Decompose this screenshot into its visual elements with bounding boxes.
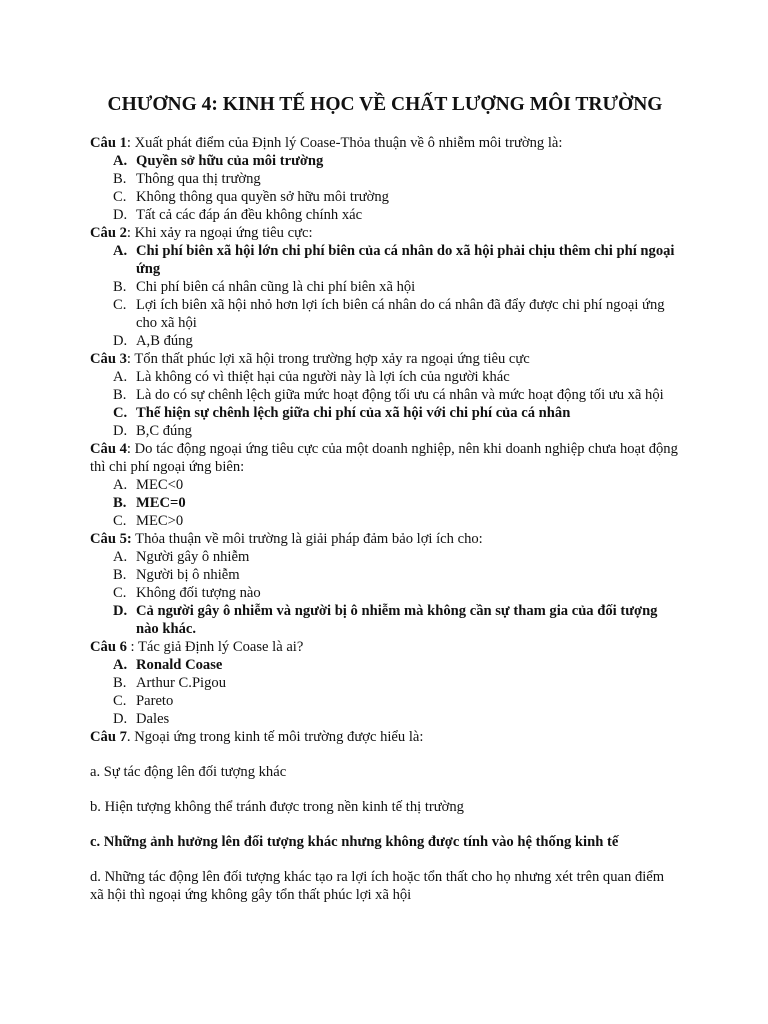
- option-letter: C.: [113, 585, 127, 601]
- option-text: Không đối tượng nào: [136, 585, 261, 601]
- answer-option: [90, 170, 680, 188]
- answer-option: [90, 476, 680, 494]
- question-1: [90, 134, 680, 152]
- question-text: Khi xảy ra ngoại ứng tiêu cực:: [134, 225, 313, 241]
- option-letter: C.: [113, 189, 127, 205]
- answer-options: [90, 368, 680, 440]
- option-letter: C.: [113, 513, 127, 529]
- question-2: [90, 224, 680, 242]
- question-text: Tác giả Định lý Coase là ai?: [138, 639, 304, 655]
- option-letter: D.: [113, 207, 128, 223]
- question-label: Câu 6: [90, 639, 127, 655]
- question-text: Tổn thất phúc lợi xã hội trong trường hợp xảy ra ngoại ứng tiêu cực: [134, 351, 530, 367]
- option-letter: B.: [113, 279, 127, 295]
- option-text: Là không có vì thiệt hại của người này là lợi ích của người khác: [136, 369, 510, 385]
- option-letter: C.: [113, 693, 127, 709]
- answer-paragraph-correct: c. Những ảnh hưởng lên đối tượng khác nhưng không được tính vào hệ thống kinh tế: [90, 834, 619, 850]
- question-6: [90, 638, 680, 656]
- answer-option-correct: [90, 602, 680, 638]
- option-text: Chi phí biên cá nhân cũng là chi phí biên xã hội: [136, 279, 416, 295]
- question-separator: :: [126, 639, 138, 655]
- answer-paragraph: d. Những tác động lên đối tượng khác tạo ra lợi ích hoặc tổn thất cho họ nhưng xét trên quan điểm xã hội thì ngoại ứng không gây tổn thất phúc lợi xã hội: [90, 869, 665, 903]
- answer-options: [90, 548, 680, 638]
- option-text: MEC>0: [136, 513, 184, 529]
- question-label: Câu 3: [90, 351, 127, 367]
- option-text: Tất cả các đáp án đều không chính xác: [136, 207, 363, 223]
- option-text: Ronald Coase: [136, 657, 223, 673]
- question-separator: :: [126, 225, 135, 241]
- answer-option: [90, 296, 680, 332]
- option-letter: D.: [113, 423, 128, 439]
- option-text: MEC=0: [136, 495, 186, 511]
- option-text: B,C đúng: [136, 423, 192, 439]
- option-text: Pareto: [136, 693, 174, 709]
- answer-paragraph: a. Sự tác động lên đối tượng khác: [90, 764, 287, 780]
- option-letter: C.: [113, 297, 127, 313]
- answer-option: [90, 692, 680, 710]
- option-text: A,B đúng: [136, 333, 193, 349]
- option-letter: D.: [113, 711, 128, 727]
- answer-option: [90, 674, 680, 692]
- option-letter: B.: [113, 495, 127, 511]
- answer-option: [90, 548, 680, 566]
- question-list: [90, 134, 680, 746]
- option-text: Cả người gây ô nhiễm và người bị ô nhiễm mà không cần sự tham gia của đối tượng nào khác.: [136, 603, 658, 637]
- option-text: MEC<0: [136, 477, 184, 493]
- answer-option-correct: [90, 242, 680, 278]
- answer-option: [90, 710, 680, 728]
- option-letter: A.: [113, 657, 128, 673]
- question-text: Xuất phát điểm của Định lý Coase-Thỏa thuận về ô nhiễm môi trường là:: [134, 135, 563, 151]
- option-letter: B.: [113, 171, 127, 187]
- answer-option: [90, 188, 680, 206]
- option-letter: B.: [113, 567, 127, 583]
- question-5: [90, 530, 680, 548]
- answer-option: [90, 512, 680, 530]
- option-text: Lợi ích biên xã hội nhỏ hơn lợi ích biên cá nhân do cá nhân đã đẩy được chi phí ngoại ứng cho xã hội: [136, 297, 665, 331]
- answer-options: [90, 242, 680, 350]
- option-letter: A.: [113, 477, 128, 493]
- question-separator: :: [126, 351, 135, 367]
- option-text: Quyền sở hữu của môi trường: [136, 153, 324, 169]
- answer-option: [90, 386, 680, 404]
- question-separator: .: [126, 729, 135, 745]
- option-letter: D.: [113, 333, 128, 349]
- answer-option: [90, 368, 680, 386]
- document-title: CHƯƠNG 4: KINH TẾ HỌC VỀ CHẤT LƯỢNG MÔI TRƯỜNG: [107, 94, 663, 115]
- answer-option-correct: [90, 656, 680, 674]
- option-letter: A.: [113, 369, 128, 385]
- answer-options: [90, 476, 680, 530]
- option-text: Người bị ô nhiễm: [136, 567, 240, 583]
- answer-option: [90, 278, 680, 296]
- question-label: Câu 7: [90, 729, 127, 745]
- answer-paragraph: b. Hiện tượng không thể tránh được trong nền kinh tế thị trường: [90, 799, 464, 815]
- option-letter: D.: [113, 603, 128, 619]
- answer-options: [90, 656, 680, 728]
- answer-options: [90, 152, 680, 224]
- question-text: Ngoại ứng trong kinh tế môi trường được hiểu là:: [134, 729, 424, 745]
- answer-option-correct: [90, 152, 680, 170]
- option-text: Thể hiện sự chênh lệch giữa chi phí của xã hội với chi phí của cá nhân: [136, 405, 571, 421]
- option-letter: C.: [113, 405, 128, 421]
- question-3: [90, 350, 680, 368]
- option-text: Người gây ô nhiễm: [136, 549, 250, 565]
- option-text: Arthur C.Pigou: [136, 675, 226, 691]
- option-letter: B.: [113, 387, 127, 403]
- question-label: Câu 1: [90, 135, 127, 151]
- answer-option: [90, 566, 680, 584]
- answer-option: [90, 422, 680, 440]
- question-7-answers: [90, 763, 680, 904]
- answer-option-correct: [90, 404, 680, 422]
- option-text: Thông qua thị trường: [136, 171, 261, 187]
- option-letter: B.: [113, 675, 127, 691]
- answer-option: [90, 584, 680, 602]
- question-7: [90, 728, 680, 746]
- question-text: Do tác động ngoại ứng tiêu cực của một doanh nghiệp, nên khi doanh nghiệp chưa hoạt động thì chi phí ngoại ứng biên:: [90, 441, 678, 475]
- question-separator: :: [126, 441, 135, 457]
- document-page: [90, 92, 680, 904]
- question-4: [90, 440, 680, 476]
- answer-option: [90, 206, 680, 224]
- question-text: Thỏa thuận về môi trường là giải pháp đảm bảo lợi ích cho:: [135, 531, 483, 547]
- question-label: Câu 5:: [90, 531, 132, 547]
- option-text: Dales: [136, 711, 170, 727]
- question-separator: :: [126, 135, 135, 151]
- answer-option-correct: [90, 494, 680, 512]
- answer-option: [90, 332, 680, 350]
- option-letter: A.: [113, 153, 128, 169]
- option-text: Chi phí biên xã hội lớn chi phí biên của cá nhân do xã hội phải chịu thêm chi phí ngoại ứng: [136, 243, 675, 277]
- option-text: Không thông qua quyền sở hữu môi trường: [136, 189, 389, 205]
- option-letter: A.: [113, 549, 128, 565]
- question-label: Câu 4: [90, 441, 127, 457]
- option-letter: A.: [113, 243, 128, 259]
- option-text: Là do có sự chênh lệch giữa mức hoạt động tối ưu cá nhân và mức hoạt động tối ưu xã hội: [136, 387, 664, 403]
- question-label: Câu 2: [90, 225, 127, 241]
